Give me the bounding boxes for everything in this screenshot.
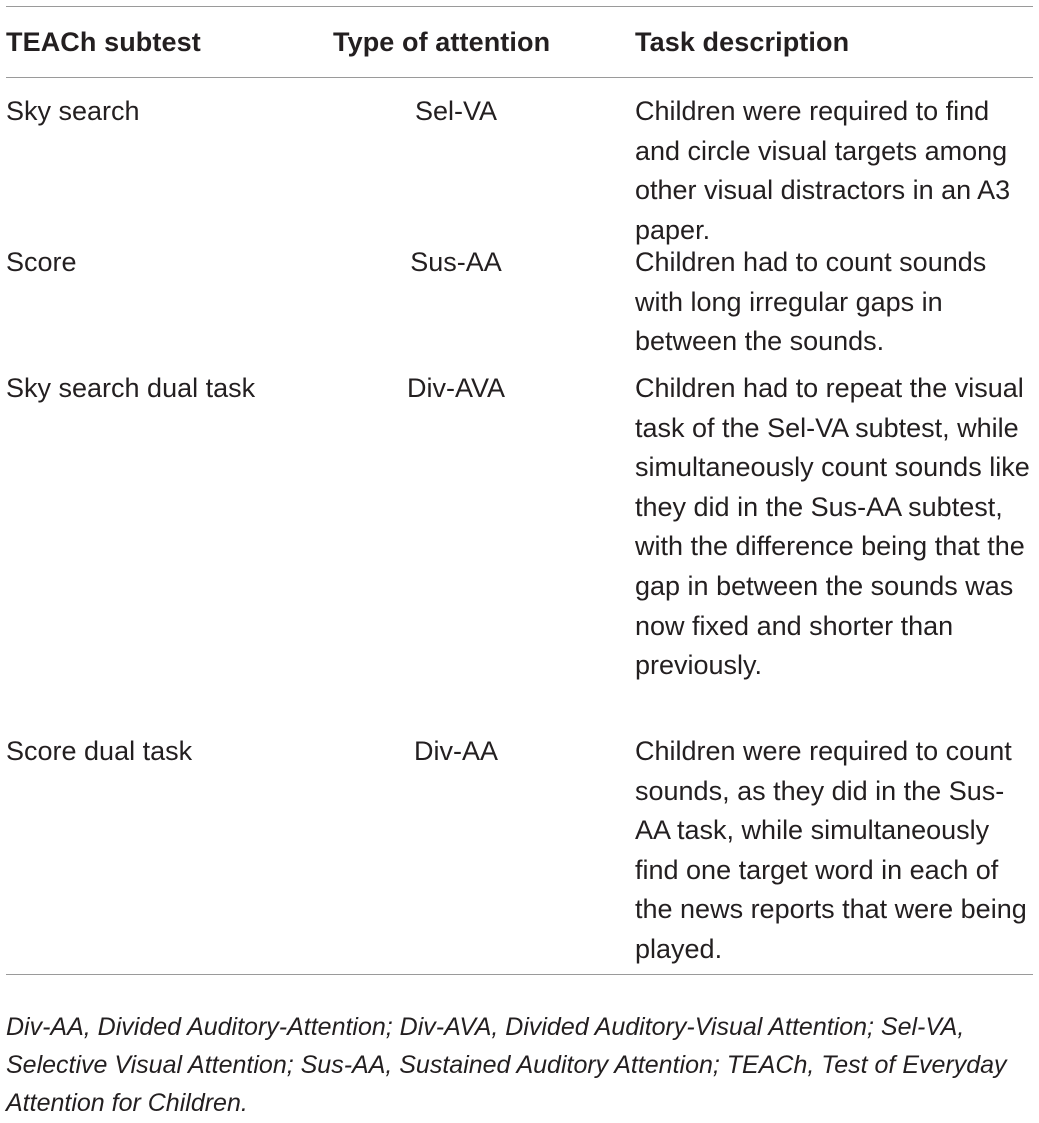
cell-description: Children were required to find and circle visual targets among other visual distractors in an A3 paper. — [635, 96, 1011, 245]
table-row — [6, 369, 1033, 732]
cell-attention: Sel-VA — [414, 96, 498, 126]
table-header-row — [6, 7, 1033, 77]
header-teach-subtest: TEACh subtest — [6, 26, 201, 57]
table-bottom-rule — [6, 974, 1033, 975]
cell-subtest: Score dual task — [6, 736, 193, 766]
header-task-description: Task description — [635, 26, 850, 57]
table-row — [6, 243, 1033, 369]
header-type-of-attention-label: Type of attention — [333, 26, 551, 57]
cell-description: Children were required to count sounds, as they did in the Sus-AA task, while simultaneously find one target word in each of the news reports that were being played. — [635, 736, 1027, 964]
cell-subtest: Score — [6, 247, 77, 277]
teach-subtests-table — [6, 0, 1033, 975]
cell-subtest: Sky search dual task — [6, 373, 256, 403]
header-type-of-attention — [334, 27, 634, 58]
table-footnote: Div-AA, Divided Auditory-Attention; Div-AVA, Divided Auditory-Visual Attention; Sel-VA, Selective Visual Attention; Sus-AA, Sustained Auditory Attention; TEACh, Test of Everyday Attention for Children. — [6, 1013, 1007, 1117]
table-row — [6, 78, 1033, 243]
cell-subtest: Sky search — [6, 96, 140, 126]
cell-attention: Sus-AA — [410, 247, 502, 277]
cell-description: Children had to repeat the visual task of the Sel-VA subtest, while simultaneously count sounds like they did in the Sus-AA subtest, with the difference being that the gap in between the sounds was now fixed and shorter than previously. — [635, 373, 1030, 681]
cell-attention: Div-AA — [413, 736, 498, 766]
cell-attention: Div-AVA — [406, 373, 505, 403]
cell-description: Children had to count sounds with long irregular gaps in between the sounds. — [635, 247, 987, 357]
table-row — [6, 732, 1033, 974]
